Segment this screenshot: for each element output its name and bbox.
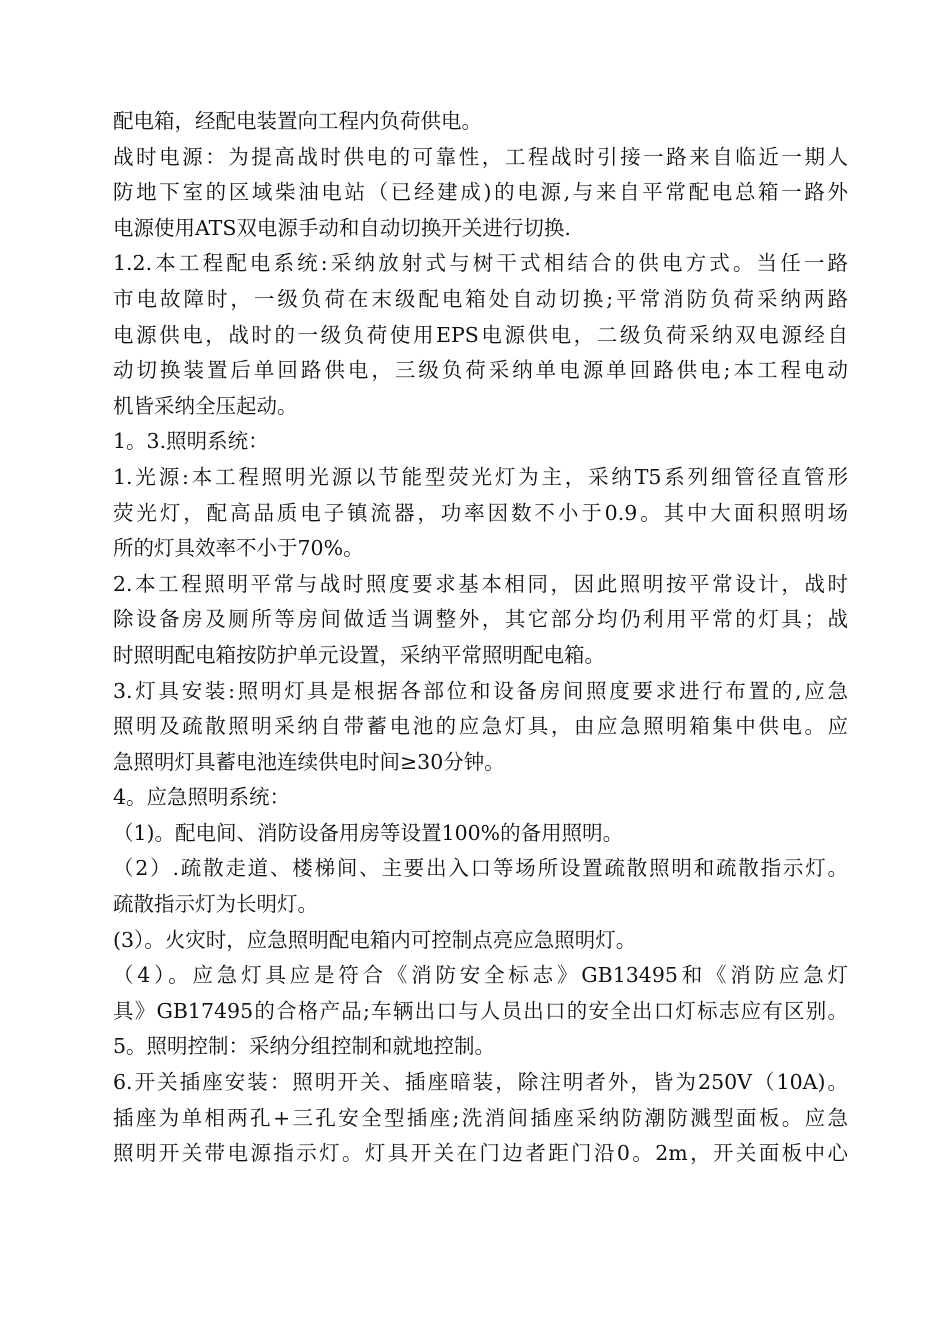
text-line: 电源供电，战时的一级负荷使用EPS电源供电，二级负荷采纳双电源经自 <box>113 322 848 347</box>
text-line: 所的灯具效率不小于70%。 <box>113 536 364 561</box>
text-line: 1。3.照明系统： <box>113 429 269 454</box>
text-line: 市电故障时，一级负荷在末级配电箱处自动切换;平常消防负荷采纳两路 <box>113 286 848 311</box>
text-line: 1.光源:本工程照明光源以节能型荧光灯为主，采纳T5系列细管径直管形 <box>113 464 848 489</box>
text-line: 照明及疏散照明采纳自带蓄电池的应急灯具，由应急照明箱集中供电。应 <box>113 714 848 739</box>
text-line: 1.2.本工程配电系统:采纳放射式与树干式相结合的供电方式。当任一路 <box>113 251 848 276</box>
text-line: 配电箱，经配电装置向工程内负荷供电。 <box>113 109 482 133</box>
text-line: 6.开关插座安装：照明开关、插座暗装，除注明者外，皆为250V（10A)。 <box>113 1070 848 1095</box>
text-line: 急照明灯具蓄电池连续供电时间≥30分钟。 <box>113 749 505 774</box>
text-line: 战时电源：为提高战时供电的可靠性，工程战时引接一路来自临近一期人 <box>113 144 848 169</box>
text-line: 5。照明控制：采纳分组控制和就地控制。 <box>113 1034 496 1059</box>
text-line: 防地下室的区域柴油电站（已经建成)的电源,与来自平常配电总箱一路外 <box>113 180 848 205</box>
text-line: （1)。配电间、消防设备用房等设置100%的备用照明。 <box>113 820 624 845</box>
document-body <box>113 104 848 1172</box>
text-line: （4）。应急灯具应是符合《消防安全标志》GB13495和《消防应急灯 <box>113 963 848 988</box>
text-line: 2.本工程照明平常与战时照度要求基本相同，因此照明按平常设计，战时 <box>113 571 848 596</box>
text-line: 插座为单相两孔+三孔安全型插座;洗消间插座采纳防潮防溅型面板。应急 <box>113 1105 848 1130</box>
text-line: (3）。火灾时，应急照明配电箱内可控制点亮应急照明灯。 <box>113 927 637 952</box>
text-line: 4。应急照明系统： <box>113 785 291 810</box>
text-line: 具》GB17495的合格产品;车辆出口与人员出口的安全出口灯标志应有区别。 <box>113 998 848 1023</box>
text-line: 除设备房及厕所等房间做适当调整外，其它部分均仍利用平常的灯具；战 <box>113 607 848 632</box>
text-line: 照明开关带电源指示灯。灯具开关在门边者距门沿0。2m，开关面板中心 <box>113 1141 848 1166</box>
text-line: 电源使用ATS双电源手动和自动切换开关进行切换. <box>113 215 571 240</box>
text-line: 机皆采纳全压起动。 <box>113 393 298 418</box>
text-line: 时照明配电箱按防护单元设置，采纳平常照明配电箱。 <box>113 642 605 667</box>
text-line: 动切换装置后单回路供电，三级负荷采纳单电源单回路供电;本工程电动 <box>113 358 848 383</box>
text-line: 疏散指示灯为长明灯。 <box>113 892 318 917</box>
text-line: 荧光灯，配高品质电子镇流器，功率因数不小于0.9。其中大面积照明场 <box>113 500 848 525</box>
text-line: （2）.疏散走道、楼梯间、主要出入口等场所设置疏散照明和疏散指示灯。 <box>113 856 848 881</box>
text-line: 3.灯具安装:照明灯具是根据各部位和设备房间照度要求进行布置的,应急 <box>113 678 848 703</box>
